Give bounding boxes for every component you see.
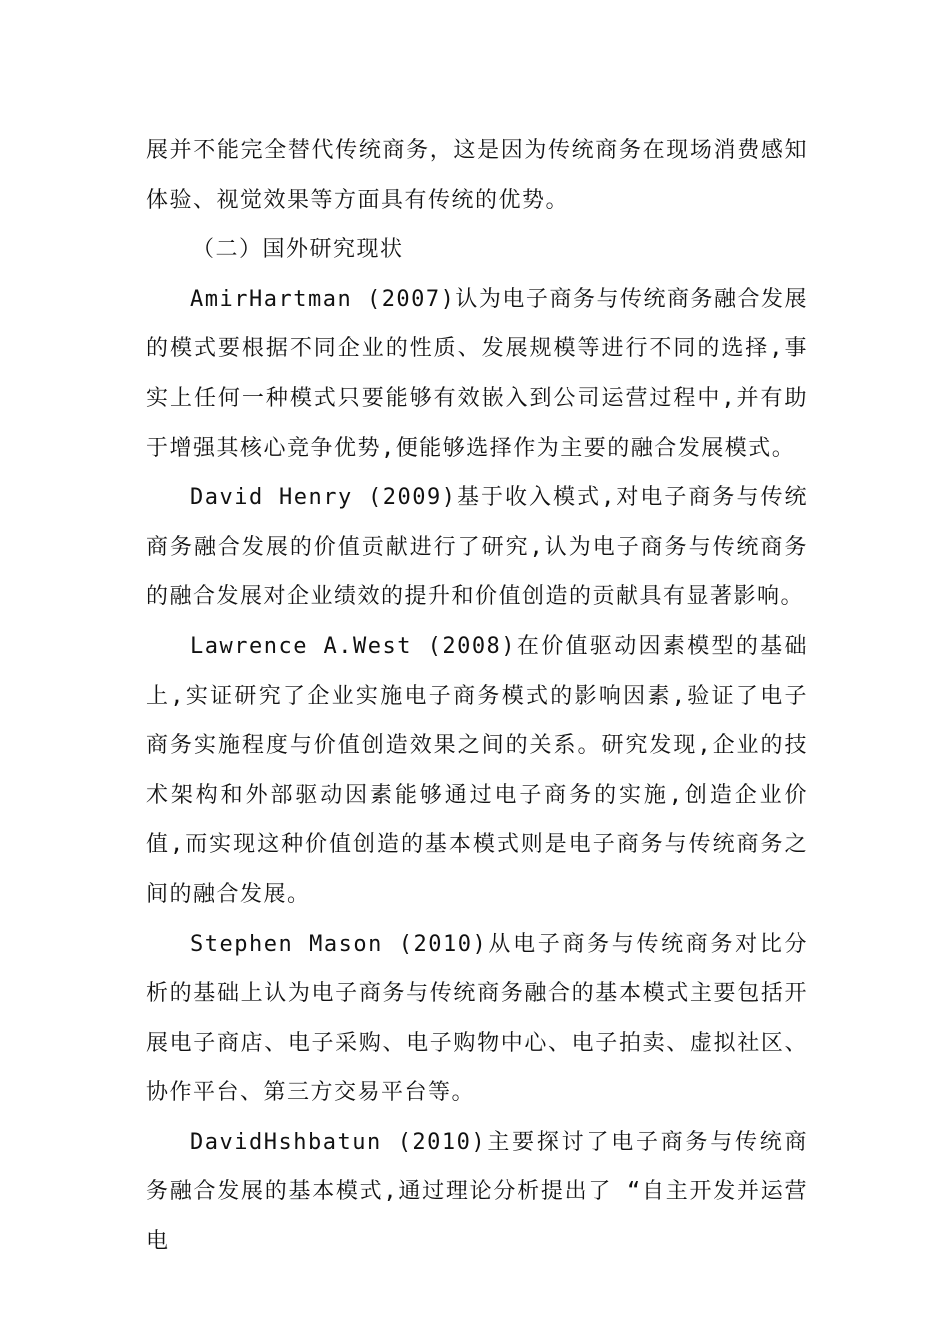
paragraph-continued: 展并不能完全替代传统商务，这是因为传统商务在现场消费感知体验、视觉效果等方面具有传统的优势。 <box>146 138 808 213</box>
paragraph-stephen-mason: Stephen Mason (2010)从电子商务与传统商务对比分析的基础上认为电子商务与传统商务融合的基本模式主要包括开展电子商店、电子采购、电子购物中心、电子拍卖、虚拟社区、协作平台、第三方交易平台等。 <box>146 931 808 1106</box>
paragraph-lawrence-west: Lawrence A.West (2008)在价值驱动因素模型的基础上,实证研究了企业实施电子商务模式的影响因素,验证了电子商务实施程度与价值创造效果之间的关系。研究发现,企业的技术架构和外部驱动因素能够通过电子商务的实施,创造企业价值,而实现这种价值创造的基本模式则是电子商务与传统商务之间的融合发展。 <box>146 633 808 907</box>
section-heading: （二）国外研究现状 <box>192 237 404 263</box>
paragraph-amirhartman: AmirHartman (2007)认为电子商务与传统商务融合发展的模式要根据不同企业的性质、发展规模等进行不同的选择,事实上任何一种模式只要能够有效嵌入到公司运营过程中,并有助于增强其核心竞争优势,便能够选择作为主要的融合发展模式。 <box>146 286 808 461</box>
paragraph-david-henry: David Henry (2009)基于收入模式,对电子商务与传统商务融合发展的价值贡献进行了研究,认为电子商务与传统商务的融合发展对企业绩效的提升和价值创造的贡献具有显著影响。 <box>146 485 808 610</box>
paragraph-davidhshbatun: DavidHshbatun (2010)主要探讨了电子商务与传统商务融合发展的基本模式,通过理论分析提出了 “自主开发并运营电 <box>146 1129 808 1255</box>
body-text <box>146 126 808 1267</box>
